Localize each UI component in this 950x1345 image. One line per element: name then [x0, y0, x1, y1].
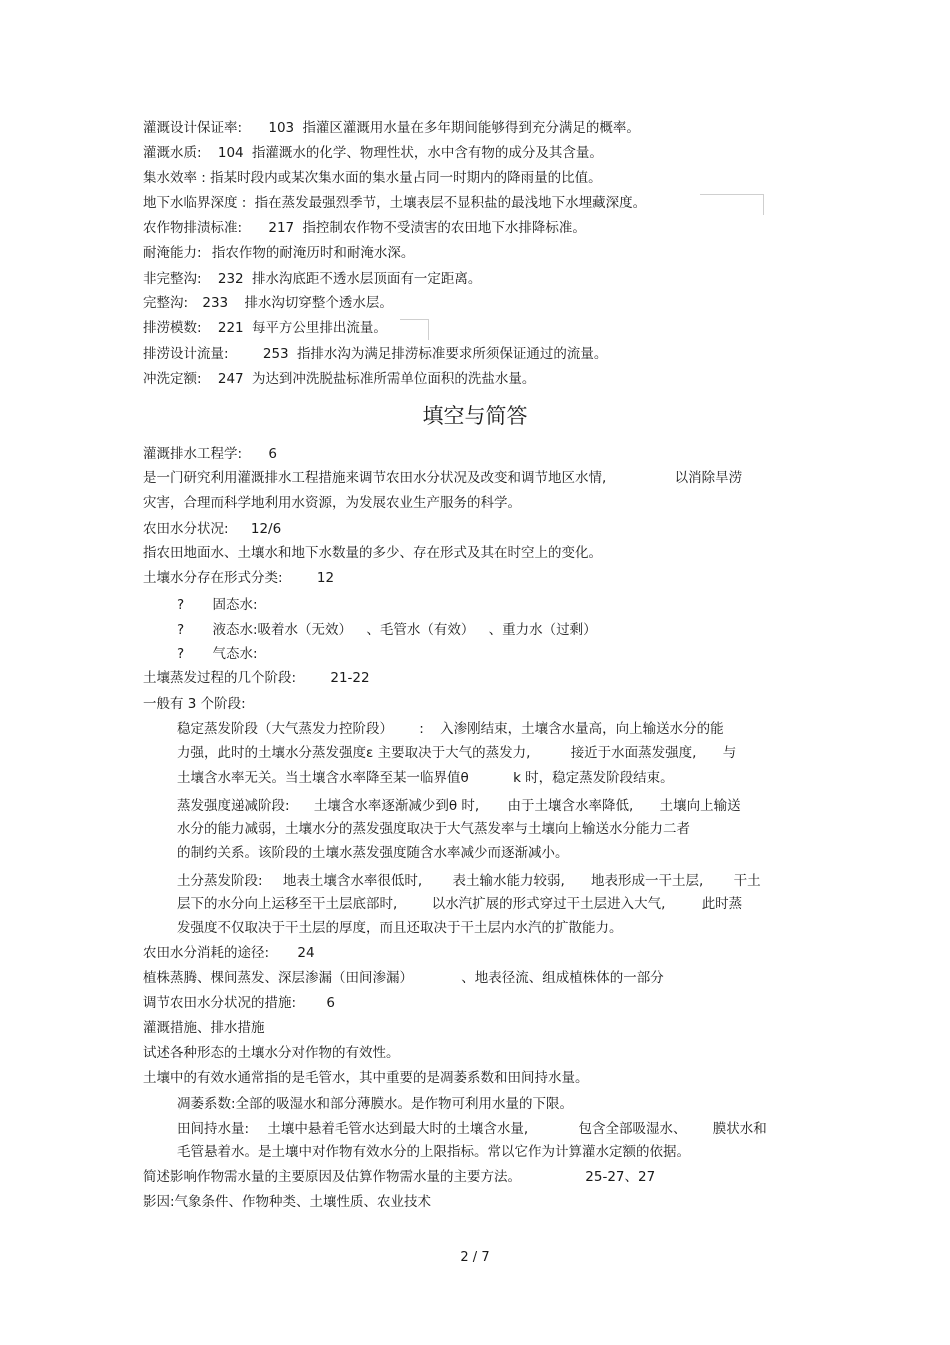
question-label: 土壤水分存在形式分类: [143, 570, 283, 586]
list-item [177, 621, 597, 639]
answer-line [143, 969, 664, 987]
answer-text: 土壤含水率逐渐减少到θ 时, [313, 798, 480, 814]
answer-line: 的制约关系。该阶段的土壤水蒸发强度随含水率减少而逐渐减小。 [177, 845, 569, 861]
term: 地下水临界深度 : [143, 195, 247, 211]
list-text: 、重力水（过剩） [488, 622, 597, 638]
question-label: 灌溉排水工程学: [143, 446, 243, 462]
question [143, 445, 277, 463]
glossary-item [143, 294, 393, 312]
definition: 排水沟切穿整个透水层。 [244, 295, 393, 311]
answer-line [177, 797, 741, 815]
list-text: 气态水: [212, 646, 258, 662]
answer-line [177, 1120, 767, 1138]
term: 灌溉水质: [143, 145, 202, 161]
answer-line [143, 469, 742, 487]
page-ref: 24 [297, 945, 315, 961]
glossary-item [143, 370, 535, 388]
answer-line: 指农田地面水、土壤水和地下水数量的多少、存在形式及其在时空上的变化。 [143, 545, 602, 561]
glossary-item [143, 194, 646, 212]
answer-text: k 时，稳定蒸发阶段结束。 [513, 770, 674, 786]
definition: 指控制农作物不受渍害的农田地下水排降标准。 [302, 220, 586, 236]
answer-text: 以消除旱涝 [674, 470, 743, 486]
bullet-glyph: ? [177, 597, 185, 613]
question [143, 944, 315, 962]
glossary-item [143, 244, 414, 262]
colon: : [419, 721, 424, 737]
question: 试述各种形态的土壤水分对作物的有效性。 [143, 1045, 400, 1061]
page-ref: 21-22 [330, 670, 370, 686]
term: 耐淹能力: [143, 245, 202, 261]
answer-line: 一般有 3 个阶段: [143, 696, 246, 712]
definition: 指排水沟为满足排涝标准要求所须保证通过的流量。 [296, 346, 608, 362]
answer-text: 地表土壤含水率很低时, [282, 873, 423, 889]
question [143, 520, 281, 538]
page-ref: 221 [217, 320, 244, 336]
answer-text: 由于土壤含水率降低, [507, 798, 634, 814]
text-box-edge [700, 194, 764, 215]
glossary-item [143, 169, 602, 187]
page-number: 2 / 7 [460, 1250, 490, 1265]
answer-text: 力强，此时的土壤水分蒸发强度ε 主要取决于大气的蒸发力, [177, 745, 531, 761]
glossary-item [143, 270, 481, 288]
page-ref: 247 [217, 371, 244, 387]
page-ref: 232 [217, 271, 244, 287]
answer-line [177, 769, 674, 787]
answer-line [177, 872, 761, 890]
answer-line: 影因:气象条件、作物种类、土壤性质、农业技术 [143, 1194, 432, 1210]
bullet-glyph: ? [177, 622, 185, 638]
answer-text: 土壤向上输送 [659, 798, 741, 814]
question-label: 土壤蒸发过程的几个阶段: [143, 670, 297, 686]
term: 完整沟: [143, 295, 189, 311]
definition: 为达到冲洗脱盐标准所需单位面积的洗盐水量。 [251, 371, 536, 387]
answer-text: 以水汽扩展的形式穿过干土层进入大气, [431, 896, 666, 912]
definition: 指农作物的耐淹历时和耐淹水深。 [211, 245, 415, 261]
list-text: 固态水: [212, 597, 258, 613]
answer-text: 与 [722, 745, 737, 761]
definition: 指灌区灌溉用水量在多年期间能够得到充分满足的概率。 [302, 120, 640, 136]
answer-text: 地表形成一干土层, [591, 873, 704, 889]
answer-line: 灾害，合理而科学地利用水资源，为发展农业生产服务的科学。 [143, 495, 521, 511]
term: 排涝设计流量: [143, 346, 229, 362]
answer-text: 接近于水面蒸发强度, [570, 745, 697, 761]
list-item [177, 645, 258, 663]
term: 冲洗定额: [143, 371, 202, 387]
answer-text: 植株蒸腾、棵间蒸发、深层渗漏（田间渗漏） [143, 970, 413, 986]
answer-line [177, 720, 724, 738]
term: 农作物排渍标准: [143, 220, 243, 236]
definition: 排水沟底距不透水层顶面有一定距离。 [251, 271, 482, 287]
page-ref: 12 [316, 570, 335, 586]
stage-name: 蒸发强度递减阶段: [177, 798, 290, 814]
answer-text: 膜状水和 [712, 1121, 767, 1137]
answer-line: 土壤中的有效水通常指的是毛管水，其中重要的是凋萎系数和田间持水量。 [143, 1070, 589, 1086]
page-ref: 12/6 [250, 521, 282, 537]
stage-name: 土分蒸发阶段: [177, 873, 263, 889]
term: 非完整沟: [143, 271, 202, 287]
answer-line [177, 895, 742, 913]
term: 集水效率 : [143, 170, 206, 186]
answer-text: 、地表径流、组成植株体的一部分 [461, 970, 664, 986]
glossary-item [143, 144, 603, 162]
answer-line: 水分的能力减弱，土壤水分的蒸发强度取决于大气蒸发率与土壤向上输送水分能力二者 [177, 821, 690, 837]
answer-text: 田间持水量: [177, 1121, 250, 1137]
answer-text: 包含全部吸湿水、 [578, 1121, 687, 1137]
bullet-glyph: ? [177, 646, 185, 662]
page-ref: 6 [268, 446, 277, 462]
answer-text: 此时蒸 [701, 896, 743, 912]
list-item [177, 596, 258, 614]
section-title: 填空与简答 [422, 404, 528, 428]
question-label: 调节农田水分状况的措施: [143, 995, 297, 1011]
page-ref: 6 [326, 995, 335, 1011]
question [143, 669, 370, 687]
glossary-item [143, 119, 640, 137]
answer-line: 凋萎系数:全部的吸湿水和部分薄膜水。是作物可利用水量的下限。 [177, 1096, 574, 1112]
answer-line: 发强度不仅取决于干土层的厚度，而且还取决于干土层内水汽的扩散能力。 [177, 920, 623, 936]
answer-text: 土壤中悬着毛管水达到最大时的土壤含水量, [267, 1121, 529, 1137]
glossary-item [143, 219, 586, 237]
definition: 指某时段内或某次集水面的集水量占同一时期内的降雨量的比值。 [210, 170, 602, 186]
list-text: 、毛管水（有效） [366, 622, 475, 638]
answer-text: 干土 [733, 873, 761, 889]
question-label: 农田水分消耗的途径: [143, 945, 270, 961]
stage-name: 稳定蒸发阶段（大气蒸发力控阶段） [177, 721, 393, 737]
answer-line: 灌溉措施、排水措施 [143, 1020, 265, 1036]
question [143, 569, 334, 587]
page-ref: 253 [262, 346, 289, 362]
answer-text: 是一门研究利用灌溉排水工程措施来调节农田水分状况及改变和调节地区水情, [143, 470, 607, 486]
glossary-item [143, 319, 387, 337]
definition: 指在蒸发最强烈季节，土壤表层不显积盐的最浅地下水埋藏深度。 [254, 195, 647, 211]
text-box-edge [400, 319, 429, 340]
page-ref: 233 [202, 295, 229, 311]
definition: 指灌溉水的化学、物理性状，水中含有物的成分及其含量。 [251, 145, 603, 161]
definition: 每平方公里排出流量。 [251, 320, 387, 336]
term: 排涝模数: [143, 320, 202, 336]
answer-line: 毛管悬着水。是土壤中对作物有效水分的上限指标。常以它作为计算灌水定额的依据。 [177, 1144, 690, 1160]
glossary-item [143, 345, 607, 363]
answer-text: 土壤含水率无关。当土壤含水率降至某一临界值θ [177, 770, 469, 786]
question-label: 农田水分状况: [143, 521, 229, 537]
answer-text: 入渗刚结束，土壤含水量高，向上输送水分的能 [440, 721, 724, 737]
list-text: 液态水:吸着水（无效） [212, 622, 353, 638]
question-label: 简述影响作物需水量的主要原因及估算作物需水量的主要方法。 [143, 1169, 521, 1185]
term: 灌溉设计保证率: [143, 120, 243, 136]
page-ref: 217 [268, 220, 295, 236]
answer-text: 表土输水能力较弱, [452, 873, 565, 889]
question [143, 1168, 655, 1186]
page-ref: 104 [217, 145, 244, 161]
answer-text: 层下的水分向上运移至干土层底部时, [177, 896, 398, 912]
page-ref: 25-27、27 [585, 1169, 656, 1185]
answer-line [177, 744, 736, 762]
question [143, 994, 335, 1012]
page-ref: 103 [268, 120, 295, 136]
